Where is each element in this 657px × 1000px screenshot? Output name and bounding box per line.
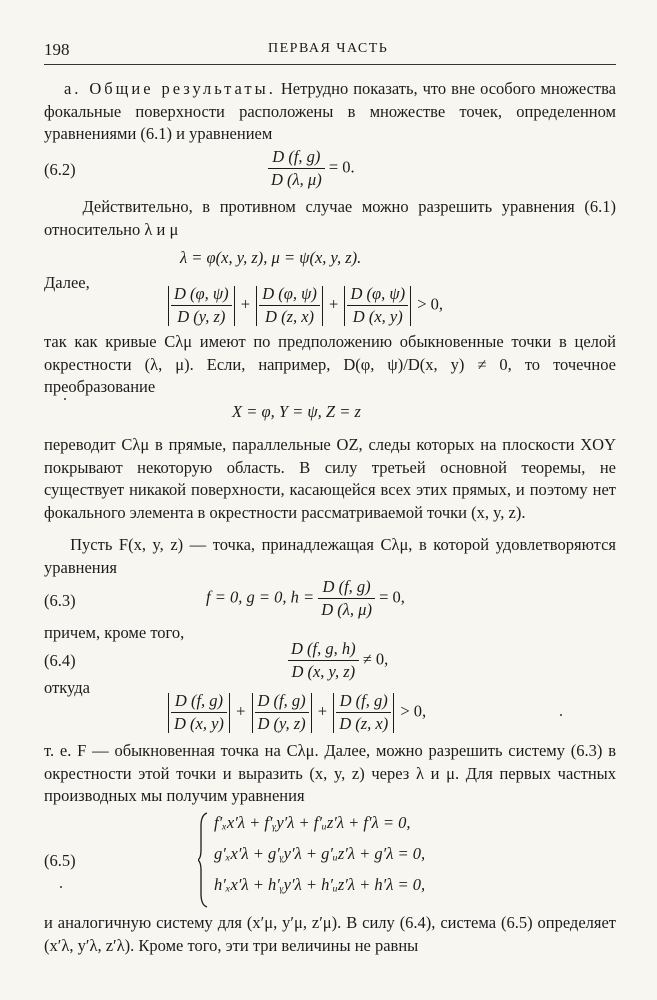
system-line-3: h′ₓx′λ + h′ᵧy′λ + h′ᵤz′λ + h′λ = 0, (214, 875, 426, 894)
abs-bar (311, 693, 312, 733)
plus-sign: + (240, 294, 251, 314)
equation-rhs: > 0, (417, 294, 444, 314)
paragraph-text: Пусть F(x, y, z) — точка, принадлежащая Cλμ, в которой удовлетворяются уравнения (44, 535, 617, 577)
word-dalee: Далее, (44, 273, 90, 292)
paragraph-text: переводит Cλμ в прямые, параллельные OZ, следы которых на плоскости XOY покрывают некоторую область. В силу третьей основной теоремы, не существует никакой поверхности, касающейся всех этих прямых, и поэтому нет фокального элемента в окрестности рассматриваемой точки (x, y, z). (44, 435, 616, 522)
speck (64, 398, 66, 400)
equation-number: (6.5) (44, 851, 76, 870)
equation-6-4 (288, 638, 388, 683)
paragraph-let-point (44, 534, 616, 579)
equation-6-3 (206, 576, 405, 621)
abs-bar (333, 693, 334, 733)
equation-number: (6.4) (44, 651, 76, 670)
fraction-denominator: D (y, z) (177, 307, 226, 326)
header-rule (44, 64, 616, 65)
speck (60, 886, 62, 888)
fraction-numerator: D (f, g) (318, 576, 375, 599)
equation-number: (6.3) (44, 591, 76, 610)
paragraph-text: так как кривые Cλμ имеют по предположению обыкновенные точки в целой окрестности (λ, μ). Если, например, D(φ, ψ)/D(x, y) ≠ 0, то точечное преобразование (44, 332, 616, 397)
system-line-1: f′ₓx′λ + f′ᵧy′λ + f′ᵤz′λ + f′λ = 0, (214, 813, 411, 832)
equation-jacobian-sum-1 (166, 283, 443, 328)
fraction-numerator: D (φ, ψ) (347, 283, 408, 306)
phrase-moreover: причем, кроме того, (44, 623, 185, 642)
page-number: 198 (44, 40, 70, 59)
abs-bar (168, 286, 169, 326)
abs-bar (234, 286, 235, 326)
left-brace (198, 812, 208, 908)
abs-bar (322, 286, 323, 326)
abs-bar (229, 693, 230, 733)
paragraph-maps-lines (44, 434, 616, 524)
fraction-numerator: D (f, g) (255, 690, 309, 713)
fraction-denominator: D (λ, μ) (321, 600, 372, 619)
paragraph-general-results (44, 78, 616, 146)
equation-lhs: f = 0, g = 0, h = (206, 587, 315, 607)
equation-rhs: = 0. (328, 157, 355, 177)
equation-transform: X = φ, Y = ψ, Z = z (232, 402, 361, 421)
fraction-numerator: D (f, g, h) (288, 638, 359, 661)
fraction-denominator: D (x, y) (174, 714, 224, 733)
section-label: a. Общие результаты. (63, 79, 276, 98)
fraction-denominator: D (z, x) (265, 307, 315, 326)
abs-bar (252, 693, 253, 733)
paragraph-otherwise (44, 196, 616, 241)
speck (560, 714, 562, 716)
paragraph-text: т. е. F — обыкновенная точка на Cλμ. Далее, можно разрешить систему (6.3) в окрестности этой точки и выразить (x, y, z) через λ и μ. Для первых частных производных мы получим уравнения (44, 741, 616, 806)
equation-rhs: = 0, (379, 587, 405, 607)
equation-6-2 (268, 146, 355, 191)
running-title: ПЕРВАЯ ЧАСТЬ (268, 41, 389, 56)
equation-number: (6.2) (44, 160, 76, 179)
fraction-denominator: D (x, y) (352, 307, 403, 326)
fraction-denominator: D (λ, μ) (271, 170, 322, 189)
paragraph-curves (44, 331, 616, 399)
abs-bar (393, 693, 394, 733)
paragraph-text: и аналогичную систему для (x′μ, y′μ, z′μ). В силу (6.4), система (6.5) определяет (x′λ, y′λ, z′λ). Кроме того, эти три величины не равны (44, 913, 616, 955)
fraction-numerator: D (f, g) (171, 690, 227, 713)
paragraph-analogous-system (44, 912, 616, 957)
fraction-numerator: D (φ, ψ) (259, 283, 320, 306)
plus-sign: + (236, 701, 246, 721)
abs-bar (168, 693, 169, 733)
fraction-denominator: D (x, y, z) (291, 662, 356, 681)
abs-bar (410, 286, 411, 326)
paragraph-ordinary-point (44, 740, 616, 808)
word-whence: откуда (44, 678, 90, 697)
abs-bar (344, 286, 345, 326)
fraction-numerator: D (φ, ψ) (171, 283, 232, 306)
fraction-numerator: D (f, g) (268, 146, 325, 169)
paragraph-text: Нетрудно показать, что вне особого множества фокальные поверхности расположены в множестве точек, определенном уравнениями (6.1) и уравнением (44, 79, 617, 144)
abs-bar (256, 286, 257, 326)
system-line-2: g′ₓx′λ + g′ᵧy′λ + g′ᵤz′λ + g′λ = 0, (214, 844, 426, 863)
paragraph-text: Действительно, в противном случае можно разрешить уравнения (6.1) относительно λ и μ (44, 197, 616, 239)
plus-sign: + (317, 701, 328, 721)
equation-jacobian-sum-2 (166, 690, 426, 735)
fraction-denominator: D (z, x) (339, 714, 389, 733)
equation-rhs: ≠ 0, (362, 649, 389, 669)
fraction-numerator: D (f, g) (336, 690, 391, 713)
equation-rhs: > 0, (400, 701, 427, 721)
plus-sign: + (329, 294, 339, 314)
fraction-denominator: D (y, z) (257, 714, 306, 733)
equation-lambda-mu: λ = φ(x, y, z), μ = ψ(x, y, z). (180, 248, 362, 267)
